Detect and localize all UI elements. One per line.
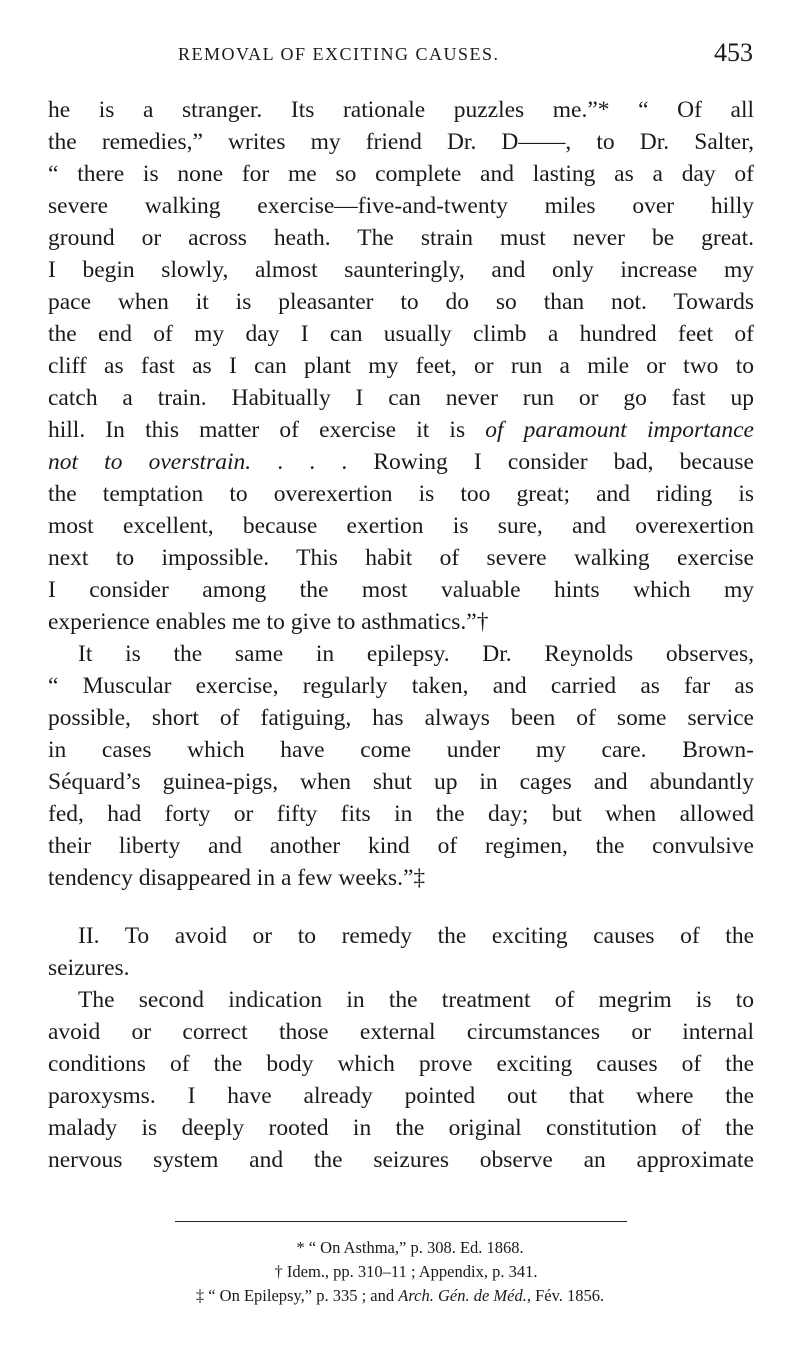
text-line: [48, 1112, 754, 1144]
text-line: [48, 414, 754, 446]
line-text: It is the same in epilepsy. Dr. Reynolds observes,: [78, 641, 754, 667]
text-line: [48, 126, 754, 158]
text-line: [48, 830, 754, 862]
line-text: cliff as fast as I can plant my feet, or run a mile or two to: [48, 353, 754, 379]
italic-phrase: of paramount importance: [485, 417, 754, 443]
line-text: nervous system and the seizures observe an approximate: [48, 1147, 754, 1173]
line-text: paroxysms. I have already pointed out that where the: [48, 1083, 754, 1109]
text-line: [48, 734, 754, 766]
text-line: [48, 542, 754, 574]
text-line: [48, 318, 754, 350]
line-text: pace when it is pleasanter to do so than not. Towards: [48, 289, 754, 315]
line-text: experience enables me to give to asthmatics.”†: [48, 609, 489, 635]
running-title: REMOVAL OF EXCITING CAUSES.: [178, 44, 500, 64]
text-line: [48, 766, 754, 798]
line-text: “ there is none for me so complete and lasting as a day of: [48, 161, 754, 187]
line-text: most excellent, because exertion is sure, and overexertion: [48, 513, 754, 539]
text-line: [48, 702, 754, 734]
line-text: “ Muscular exercise, regularly taken, and carried as far as: [48, 673, 754, 699]
line-text: the remedies,” writes my friend Dr. D——, to Dr. Salter,: [48, 129, 754, 155]
body-text: [48, 94, 754, 1176]
footnotes: [0, 1236, 800, 1308]
line-text: tendency disappeared in a few weeks.”‡: [48, 865, 426, 891]
text-line: [48, 382, 754, 414]
text-line: [48, 670, 754, 702]
footnote-epilepsy: [0, 1284, 800, 1308]
line-text: he is a stranger. Its rationale puzzles me.”* “ Of all: [48, 97, 754, 123]
text-line: [48, 638, 754, 670]
text-line: [48, 94, 754, 126]
line-text: the temptation to overexertion is too great; and riding is: [48, 481, 754, 507]
footnote-divider: [175, 1221, 627, 1222]
text-line: [48, 446, 754, 478]
line-text: I begin slowly, almost saunteringly, and only increase my: [48, 257, 754, 283]
line-text: malady is deeply rooted in the original constitution of the: [48, 1115, 754, 1141]
footnote-asthma: * “ On Asthma,” p. 308. Ed. 1868.: [296, 1238, 524, 1257]
line-text: II. To avoid or to remedy the exciting causes of the: [78, 923, 754, 949]
text-line: [48, 574, 754, 606]
line-text: possible, short of fatiguing, has always been of some service: [48, 705, 754, 731]
text-line: [48, 510, 754, 542]
text-line: [48, 254, 754, 286]
text-line: [48, 350, 754, 382]
text-line: [48, 1080, 754, 1112]
line-text: Séquard’s guinea-pigs, when shut up in cages and abundantly: [48, 769, 754, 795]
text-line: [48, 158, 754, 190]
line-text: The second indication in the treatment of megrim is to: [78, 987, 754, 1013]
page-number: 453: [714, 38, 753, 67]
line-text: their liberty and another kind of regimen, the convulsive: [48, 833, 754, 859]
text-line: [48, 286, 754, 318]
footnote-epilepsy-date: , Fév. 1856.: [526, 1286, 605, 1305]
line-text: next to impossible. This habit of severe walking exercise: [48, 545, 754, 571]
line-text: catch a train. Habitually I can never run or go fast up: [48, 385, 754, 411]
text-line: [48, 606, 754, 638]
text-line: [48, 1144, 754, 1176]
text-line: [48, 798, 754, 830]
line-text: conditions of the body which prove exciting causes of the: [48, 1051, 754, 1077]
line-text: I consider among the most valuable hints which my: [48, 577, 754, 603]
text-line: [48, 478, 754, 510]
text-line: [48, 1048, 754, 1080]
footnote-journal-title: Arch. Gén. de Méd.: [398, 1286, 527, 1305]
italic-phrase: not to overstrain.: [48, 449, 252, 475]
text-line: [48, 984, 754, 1016]
line-text: . . . Rowing I consider bad, because: [251, 449, 754, 475]
line-text: the end of my day I can usually climb a hundred feet of: [48, 321, 754, 347]
line-text: fed, had forty or fifty fits in the day; but when allowed: [48, 801, 754, 827]
text-line: [48, 862, 754, 894]
line-text: avoid or correct those external circumstances or internal: [48, 1019, 754, 1045]
line-text: severe walking exercise—five-and-twenty miles over hilly: [48, 193, 754, 219]
line-text: in cases which have come under my care. Brown-: [48, 737, 754, 763]
text-line: [48, 190, 754, 222]
text-line: [48, 1016, 754, 1048]
page-header: [48, 34, 753, 74]
text-line: [48, 222, 754, 254]
text-line: [48, 920, 754, 952]
text-line: [48, 952, 754, 984]
line-text: ground or across heath. The strain must never be great.: [48, 225, 754, 251]
footnote-epilepsy-text: ‡ “ On Epilepsy,” p. 335 ; and: [195, 1286, 399, 1305]
footnote-idem: † Idem., pp. 310–11 ; Appendix, p. 341.: [274, 1262, 538, 1281]
line-text: seizures.: [48, 955, 130, 981]
line-text: hill. In this matter of exercise it is: [48, 417, 486, 443]
